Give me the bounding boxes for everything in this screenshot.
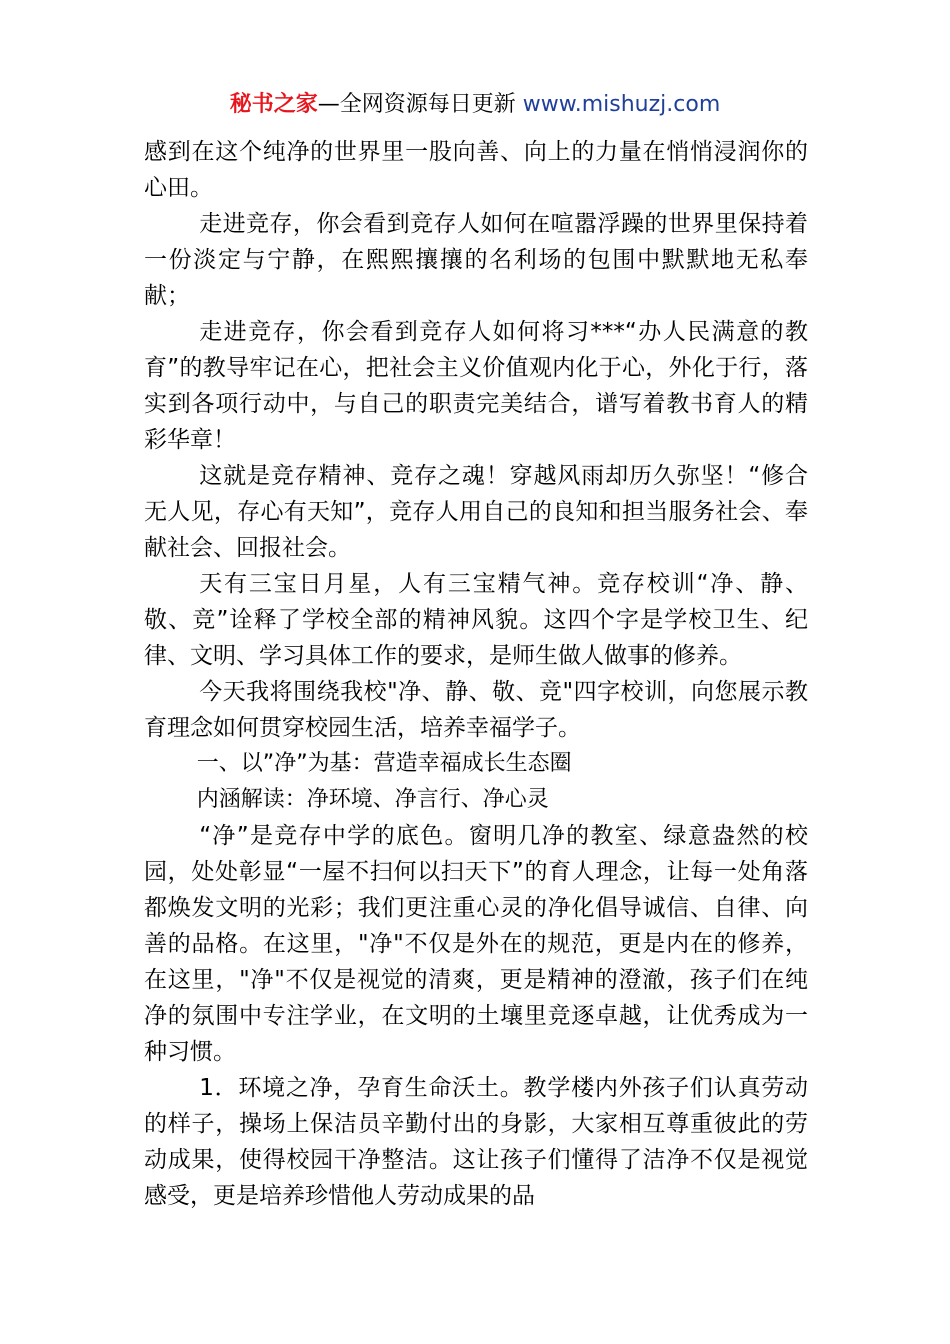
header-url-link[interactable]: www.mishuzj.com bbox=[522, 92, 721, 117]
header-brand: 秘书之家 bbox=[229, 92, 318, 117]
paragraph: 天有三宝日月星，人有三宝精气神。竞存校训“净、静、敬、竞”诠释了学校全部的精神风貌。这四个字是学校卫生、纪律、文明、学习具体工作的要求，是师生做人做事的修养。 bbox=[144, 571, 808, 669]
paragraph-continuation: 感到在这个纯净的世界里一股向善、向上的力量在悄悄浸润你的心田。 bbox=[144, 139, 808, 201]
paragraph: 今天我将围绕我校"净、静、敬、竞"四字校训，向您展示教育理念如何贯穿校园生活，培养幸福学子。 bbox=[144, 679, 808, 741]
paragraph: 走进竞存，你会看到竞存人如何在喧嚣浮躁的世界里保持着一份淡定与宁静，在熙熙攘攘的名利场的包围中默默地无私奉献； bbox=[144, 211, 808, 309]
section-heading: 一、以”净”为基：营造幸福成长生态圈 bbox=[196, 751, 572, 776]
paragraph: 1．环境之净，孕育生命沃土。教学楼内外孩子们认真劳动的样子，操场上保洁员辛勤付出的身影，大家相互尊重彼此的劳动成果，使得校园干净整洁。这让孩子们懂得了洁净不仅是视觉感受，更是培养珍惜他人劳动成果的品 bbox=[144, 1075, 808, 1209]
header-slogan: —全网资源每日更新 bbox=[317, 92, 523, 117]
paragraph: 走进竞存，你会看到竞存人如何将习***“办人民满意的教育”的教导牢记在心，把社会主义价值观内化于心，外化于行，落实到各项行动中，与自己的职责完美结合，谱写着教书育人的精彩华章！ bbox=[144, 319, 808, 453]
page-header bbox=[0, 88, 950, 122]
section-subheading: 内涵解读：净环境、净言行、净心灵 bbox=[196, 787, 549, 812]
document-body bbox=[144, 134, 808, 1214]
paragraph: “净”是竞存中学的底色。窗明几净的教室、绿意盎然的校园，处处彰显“一屋不扫何以扫天下”的育人理念，让每一处角落都焕发文明的光彩；我们更注重心灵的净化倡导诚信、自律、向善的品格。在这里，"净"不仅是外在的规范，更是内在的修养，在这里，"净"不仅是视觉的清爽，更是精神的澄澈，孩子们在纯净的氛围中专注学业，在文明的土壤里竞逐卓越，让优秀成为一种习惯。 bbox=[144, 823, 808, 1065]
paragraph: 这就是竞存精神、竞存之魂！穿越风雨却历久弥坚！“修合无人见，存心有天知”，竞存人用自己的良知和担当服务社会、奉献社会、回报社会。 bbox=[144, 463, 808, 561]
